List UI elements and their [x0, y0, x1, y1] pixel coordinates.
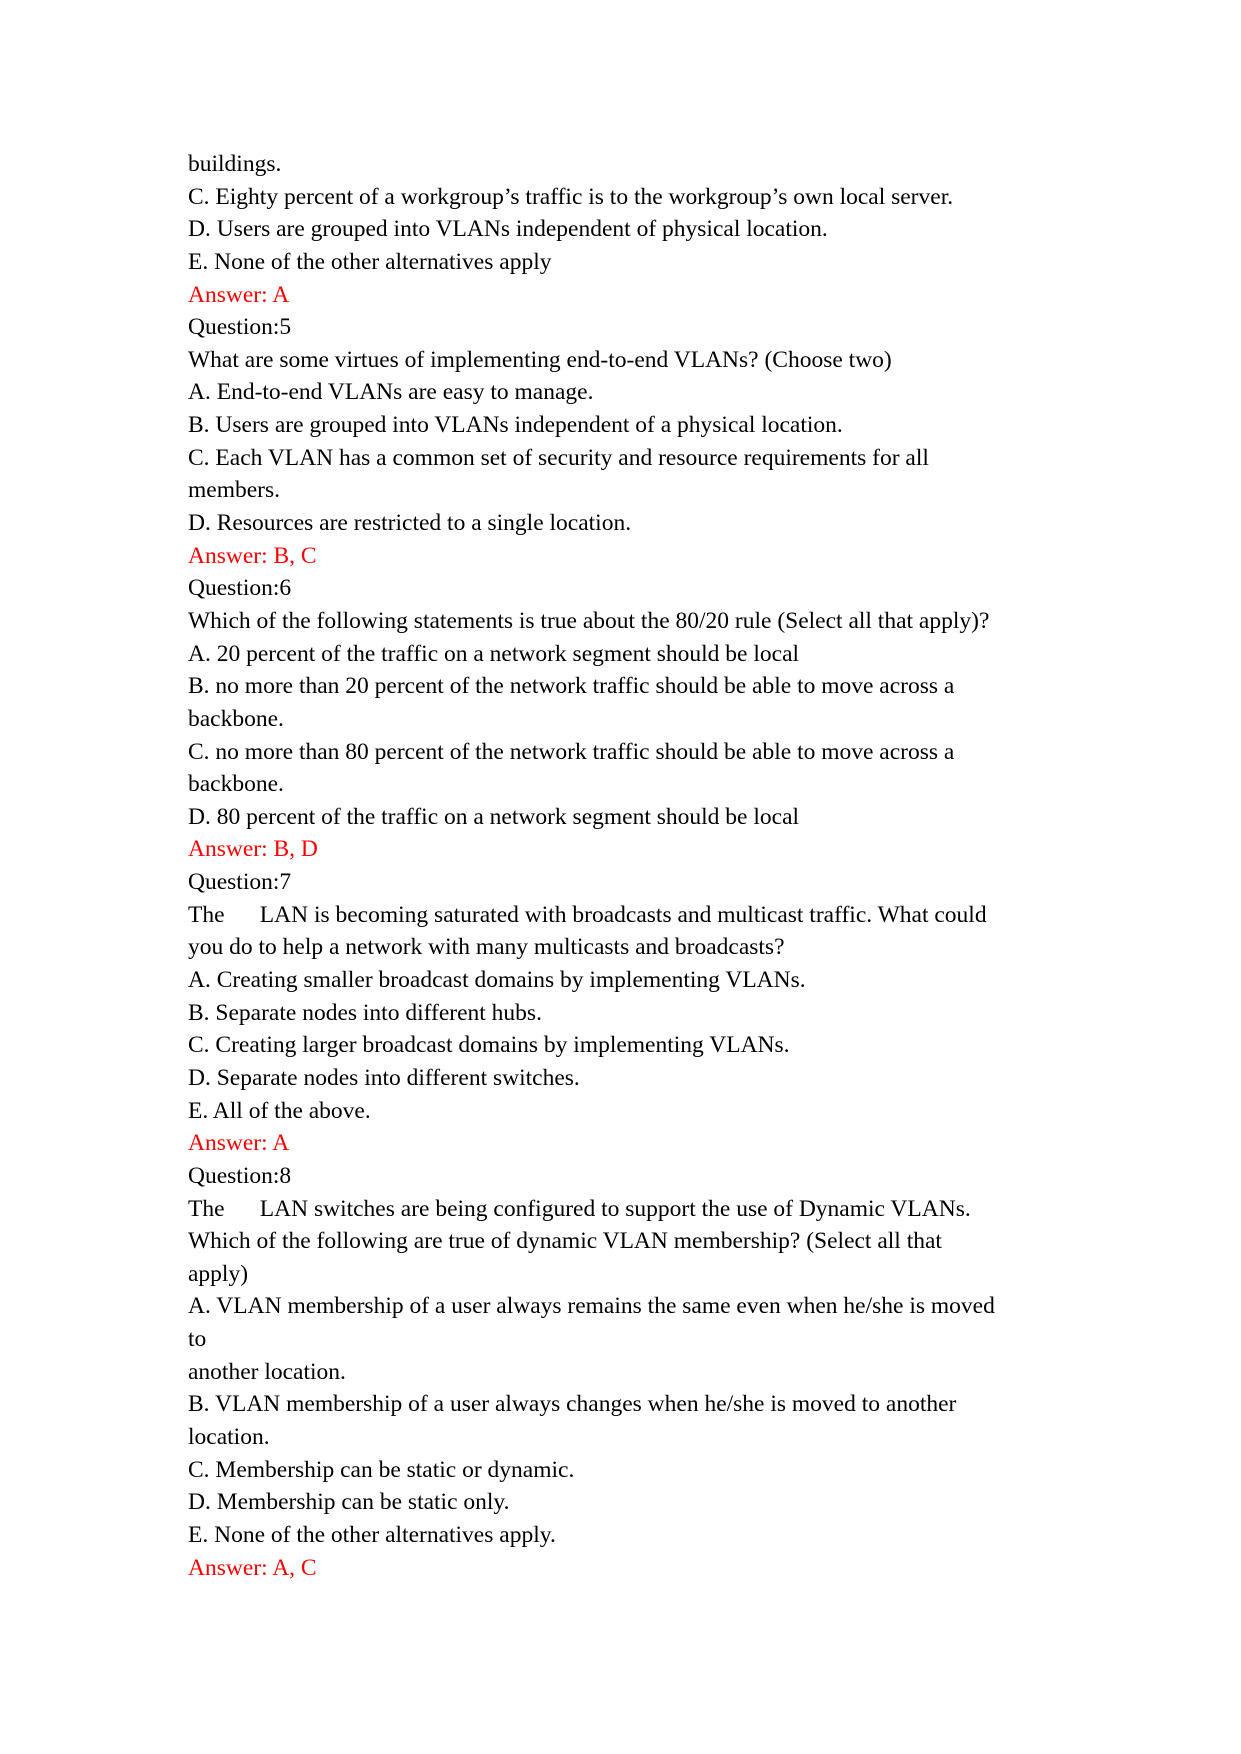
- text-line: buildings.: [188, 151, 282, 177]
- text-line: D. Membership can be static only.: [188, 1489, 510, 1516]
- answer-line: Answer: A: [188, 281, 290, 308]
- text-line: B. no more than 20 percent of the network traffic should be able to move across a: [188, 673, 955, 700]
- text-line: Which of the following statements is true about the 80/20 rule (Select all that apply)?: [188, 607, 990, 634]
- text-line: C. Creating larger broadcast domains by implementing VLANs.: [188, 1032, 790, 1059]
- text-line: D. Resources are restricted to a single location.: [188, 510, 632, 537]
- text-line: A. End-to-end VLANs are easy to manage.: [188, 379, 594, 406]
- text-line: The LAN switches are being configured to support the use of Dynamic VLANs.: [188, 1195, 971, 1222]
- text-line: Question:7: [188, 869, 292, 896]
- text-line: E. All of the above.: [188, 1097, 371, 1124]
- text-line: you do to help a network with many multicasts and broadcasts?: [188, 934, 785, 961]
- text-line: D. Users are grouped into VLANs independent of physical location.: [188, 216, 828, 243]
- text-line: B. Separate nodes into different hubs.: [188, 999, 542, 1026]
- text-line: A. 20 percent of the traffic on a network segment should be local: [188, 640, 800, 667]
- text-line: B. Users are grouped into VLANs independent of a physical location.: [188, 412, 843, 439]
- text-line: C. Each VLAN has a common set of security and resource requirements for all: [188, 444, 929, 471]
- text-line: to: [188, 1326, 207, 1353]
- text-line: C. Eighty percent of a workgroup’s traffic is to the workgroup’s own local server.: [188, 183, 954, 210]
- text-line: Question:8: [188, 1162, 292, 1189]
- text-line: apply): [188, 1260, 249, 1287]
- text-line: members.: [188, 477, 281, 504]
- text-line: C. no more than 80 percent of the network traffic should be able to move across a: [188, 738, 955, 765]
- text-line: Question:5: [188, 314, 292, 341]
- answer-line: Answer: B, C: [188, 542, 317, 569]
- text-line: location.: [188, 1423, 270, 1450]
- answer-line: Answer: A: [188, 1130, 290, 1157]
- text-line: backbone.: [188, 705, 284, 732]
- text-line: D. Separate nodes into different switches.: [188, 1064, 580, 1091]
- document-body: [188, 148, 1068, 1584]
- answer-line: Answer: A, C: [188, 1554, 317, 1581]
- text-line: Question:6: [188, 575, 292, 602]
- text-line: another location.: [188, 1358, 346, 1385]
- text-line: B. VLAN membership of a user always changes when he/she is moved to another: [188, 1391, 957, 1418]
- text-line: E. None of the other alternatives apply: [188, 248, 552, 275]
- text-line: D. 80 percent of the traffic on a network segment should be local: [188, 803, 800, 830]
- text-line: What are some virtues of implementing end-to-end VLANs? (Choose two): [188, 346, 892, 373]
- text-line: A. VLAN membership of a user always remains the same even when he/she is moved: [188, 1293, 995, 1320]
- answer-line: Answer: B, D: [188, 836, 318, 863]
- text-line: backbone.: [188, 771, 284, 798]
- text-line: The LAN is becoming saturated with broadcasts and multicast traffic. What could: [188, 901, 987, 928]
- text-line: C. Membership can be static or dynamic.: [188, 1456, 575, 1483]
- text-line: A. Creating smaller broadcast domains by implementing VLANs.: [188, 967, 806, 994]
- text-line: E. None of the other alternatives apply.: [188, 1521, 556, 1548]
- text-line: Which of the following are true of dynamic VLAN membership? (Select all that: [188, 1228, 942, 1255]
